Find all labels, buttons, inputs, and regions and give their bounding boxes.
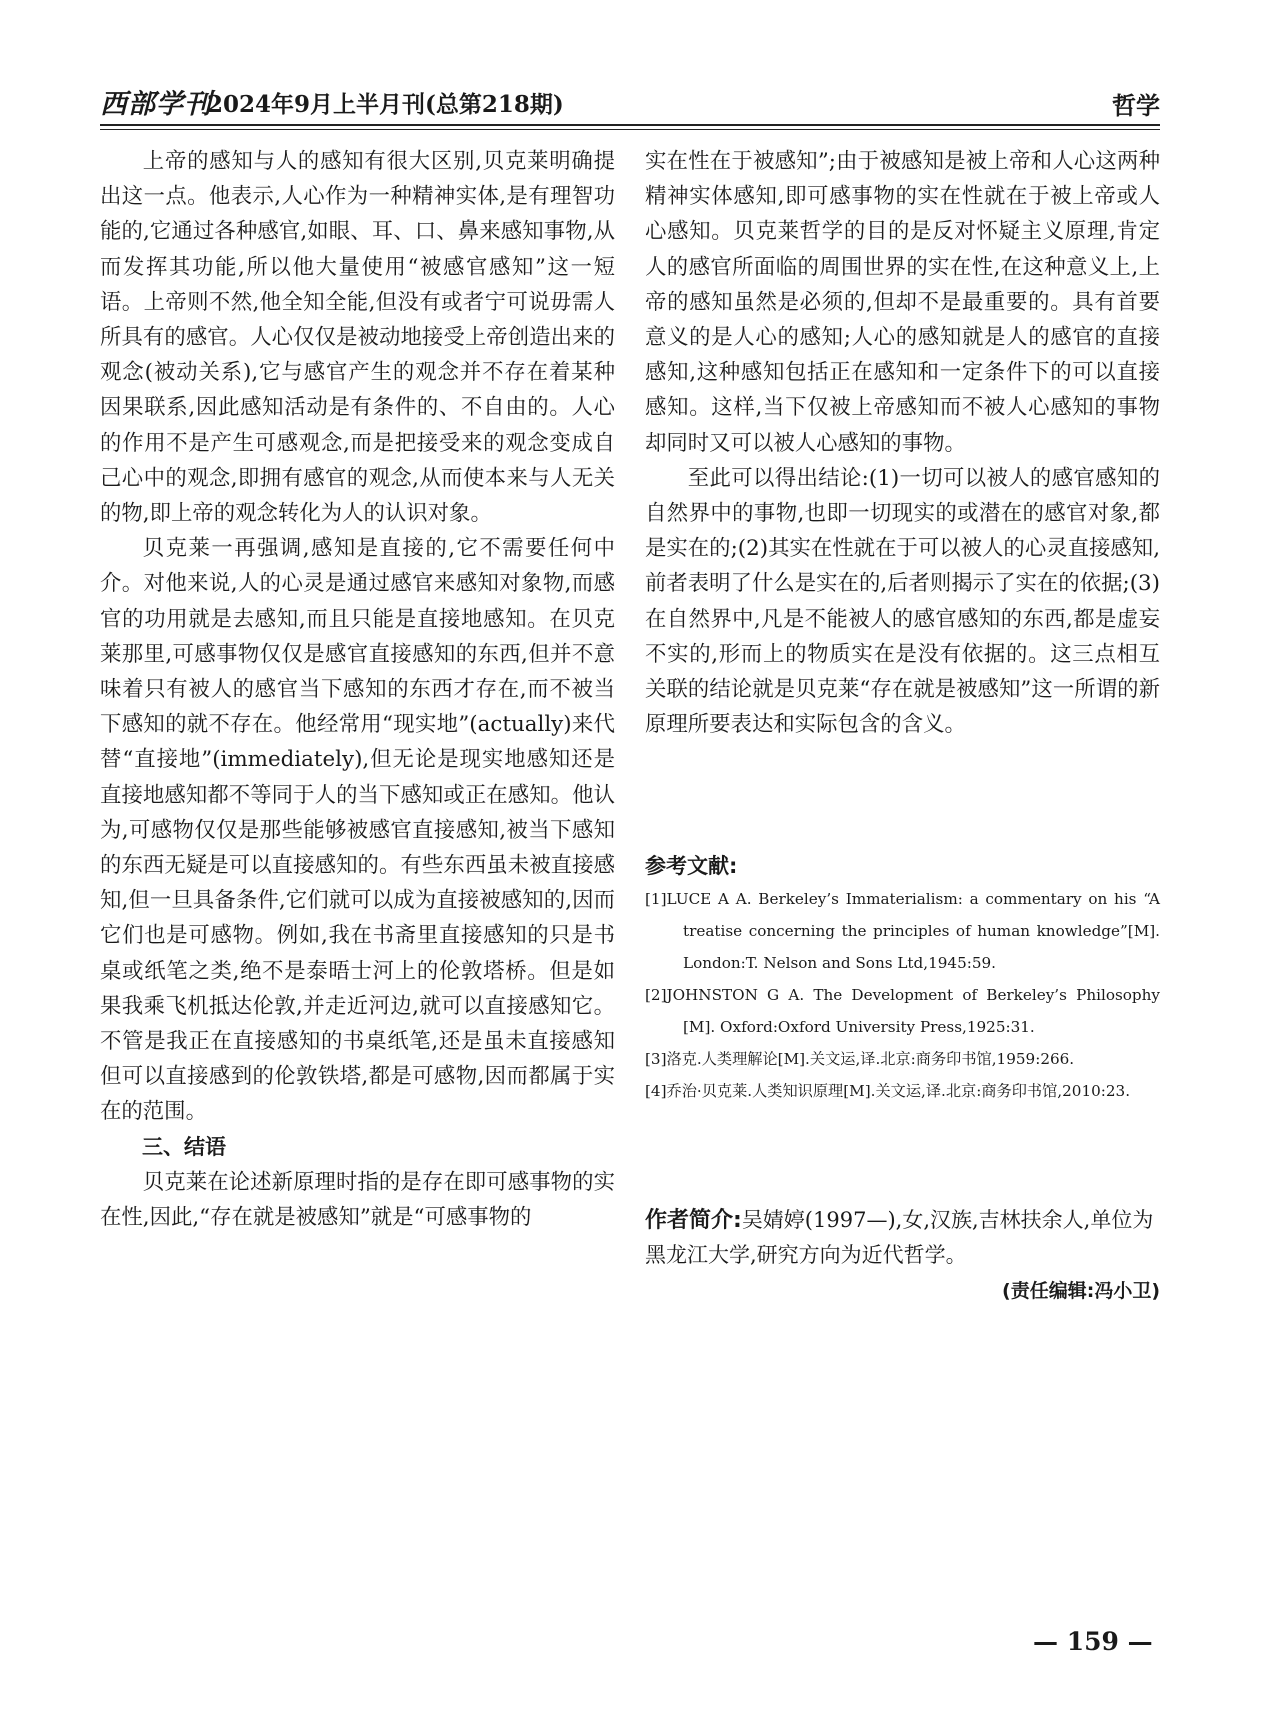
section-heading: 三、结语: [142, 1134, 226, 1159]
body-paragraph: 贝克莱一再强调,感知是直接的,它不需要任何中介。对他来说,人的心灵是通过感官来感知对象物,而感官的功用就是去感知,而且只能是直接地感知。在贝克莱那里,可感事物仅仅是感官直接感知的东西,但并不意味着只有被人的感官当下感知的东西才存在,而不被当下感知的就不存在。他经常用“现实地”(actually)来代替“直接地”(immediately),但无论是现实地感知还是直接地感知都不等同于人的当下感知或正在感知。他认为,可感物仅仅是那些能够被感官直接感知,被当下感知的东西无疑是可以直接感知的。有些东西虽未被直接感知,但一旦具备条件,它们就可以成为直接被感知的,因而它们也是可感物。例如,我在书斋里直接感知的只是书桌或纸笔之类,绝不是泰晤士河上的伦敦塔桥。但是如果我乘飞机抵达伦敦,并走近河边,就可以直接感知它。不管是我正在直接感知的书桌纸笔,还是虽未直接感知但可以直接感到的伦敦铁塔,都是可感物,因而都属于实在的范围。: [100, 536, 615, 1125]
page-header: [100, 86, 1160, 120]
left-column: [100, 144, 615, 1235]
conclusion-paragraph: 至此可以得出结论:(1)一切可以被人的感官感知的自然界中的事物,也即一切现实的或潜在的感官对象,都是实在的;(2)其实在性就在于可以被人的心灵直接感知,前者表明了什么是实在的,后者则揭示了实在的依据;(3)在自然界中,凡是不能被人的感官感知的东西,都是虚妄不实的,形而上的物质实在是没有依据的。这三点相互关联的结论就是贝克莱“存在就是被感知”这一所谓的新原理所要表达和实际包含的含义。: [645, 465, 1160, 738]
body-paragraph: 上帝的感知与人的感知有很大区别,贝克莱明确提出这一点。他表示,人心作为一种精神实体,是有理智功能的,它通过各种感官,如眼、耳、口、鼻来感知事物,从而发挥其功能,所以他大量使用“被感官感知”这一短语。上帝则不然,他全知全能,但没有或者宁可说毋需人所具有的感官。人心仅仅是被动地接受上帝创造出来的观念(被动关系),它与感官产生的观念并不存在着某种因果联系,因此感知活动是有条件的、不自由的。人心的作用不是产生可感观念,而是把接受来的观念变成自己心中的观念,即拥有感官的观念,从而使本来与人无关的物,即上帝的观念转化为人的认识对象。: [100, 149, 615, 527]
reference-list: [645, 883, 1160, 1107]
responsible-editor: (责任编辑:冯小卫): [1002, 1280, 1160, 1302]
reference-item: [1]LUCE A A. Berkeley’s Immaterialism: a commentary on his “A treatise concerning the principles of human knowledge”[M]. London:T. Nelson and Sons Ltd,1945:59.: [645, 890, 1160, 972]
author-bio-label: 作者简介:: [645, 1208, 742, 1233]
body-paragraph: 贝克莱在论述新原理时指的是存在即可感事物的实在性,因此,“存在就是被感知”就是“可感事物的: [100, 1169, 615, 1231]
reference-item: [3]洛克.人类理解论[M].关文运,译.北京:商务印书馆,1959:266.: [645, 1050, 1075, 1068]
page-number: — 159 —: [1033, 1627, 1153, 1656]
references-title: 参考文献:: [645, 854, 738, 878]
reference-item: [2]JOHNSTON G A. The Development of Berkeley’s Philosophy [M]. Oxford:Oxford University Press,1925:31.: [645, 986, 1160, 1036]
author-bio: [645, 1203, 1160, 1273]
header-rule-thin: [100, 129, 1160, 130]
section-label: 哲学: [1112, 91, 1160, 120]
right-column: [645, 144, 1160, 742]
header-rule: [100, 124, 1160, 126]
body-paragraph-continued: 实在性在于被感知”;由于被感知是被上帝和人心这两种精神实体感知,即可感事物的实在性就在于被上帝或人心感知。贝克莱哲学的目的是反对怀疑主义原理,肯定人的感官所面临的周围世界的实在性,在这种意义上,上帝的感知虽然是必须的,但却不是最重要的。具有首要意义的是人心的感知;人心的感知就是人的感官的直接感知,这种感知包括正在感知和一定条件下的可以直接感知。这样,当下仅被上帝感知而不被人心感知的事物却同时又可以被人心感知的事物。: [645, 149, 1160, 456]
reference-item: [4]乔治·贝克莱.人类知识原理[M].关文运,译.北京:商务印书馆,2010:23.: [645, 1082, 1131, 1100]
issue-info: 2024年9月上半月刊(总第218期): [207, 91, 564, 118]
journal-logo: 西部学刊: [100, 89, 212, 120]
author-bio-text: 吴婧婷(1997—),女,汉族,吉林扶余人,单位为黑龙江大学,研究方向为近代哲学。: [645, 1208, 1154, 1267]
